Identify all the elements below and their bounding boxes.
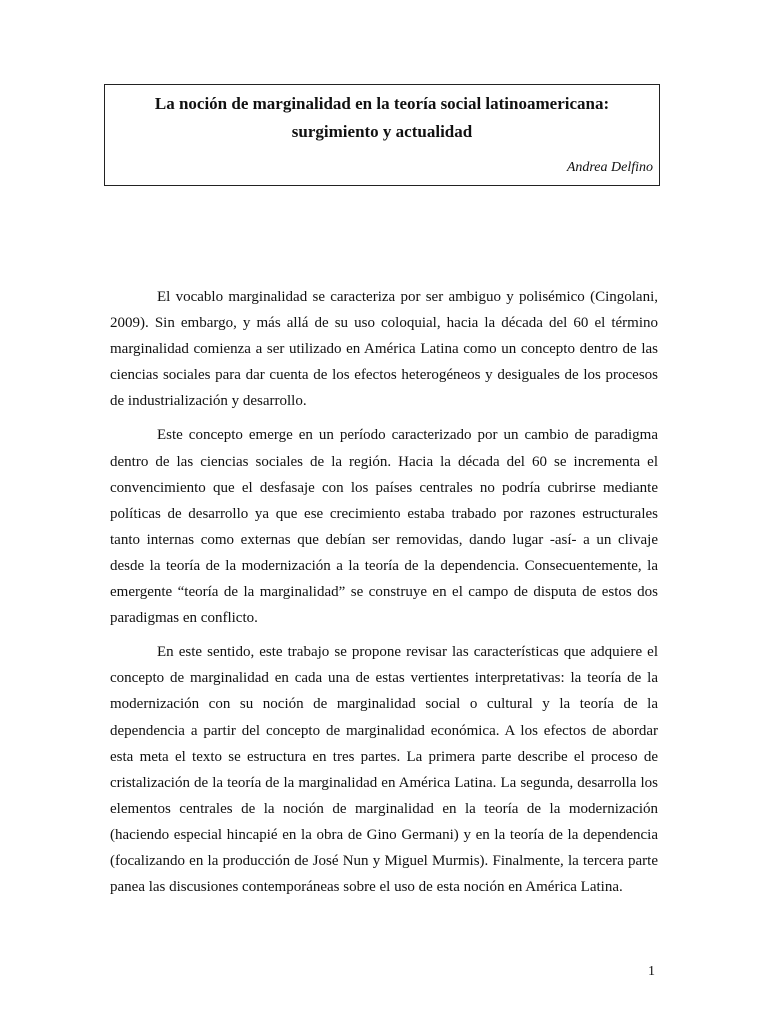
body-text: [110, 284, 658, 908]
page-number: 1: [648, 964, 655, 979]
author-name: Andrea Delfino: [566, 160, 653, 175]
paragraph-3: En este sentido, este trabajo se propone revisar las características que adquiere el concepto de marginalidad en cada una de estas vertientes interpretativas: la teoría de la modernización con su noción de marginalidad social o cultural y la teoría de la dependencia a partir del concepto de marginalidad económica. A los efectos de abordar esta meta el texto se estructura en tres partes. La primera parte describe el proceso de cristalización de la teoría de la marginalidad en América Latina. La segunda, desarrolla los elementos centrales de la noción de marginalidad en la teoría de la modernización (haciendo especial hincapié en la obra de Gino Germani) y en la teoría de la dependencia (focalizando en la producción de José Nun y Miguel Murmis). Finalmente, la tercera parte panea las discusiones contemporáneas sobre el uso de esta noción en América Latina.: [110, 644, 658, 896]
title-box: [104, 84, 660, 186]
document-title-line-1: La noción de marginalidad en la teoría social latinoamericana:: [154, 94, 610, 113]
paragraph-2: Este concepto emerge en un período caracterizado por un cambio de paradigma dentro de las ciencias sociales de la región. Hacia la década del 60 se incrementa el convencimiento que el desfasaje con los países centrales no podría cubrirse mediante políticas de desarrollo ya que ese crecimiento estaba trabado por razones estructurales tanto internas como externas que debían ser removidas, dando lugar -así- a un clivaje desde la teoría de la modernización a la teoría de la dependencia. Consecuentemente, la emergente “teoría de la marginalidad” se construye en el campo de disputa de estos dos paradigmas en conflicto.: [110, 427, 658, 627]
document-title-line-2: surgimiento y actualidad: [291, 122, 473, 141]
paragraph-1: El vocablo marginalidad se caracteriza por ser ambiguo y polisémico (Cingolani, 2009). Sin embargo, y más allá de su uso coloquial, hacia la década del 60 el término marginalidad comienza a ser utilizado en América Latina como un concepto dentro de las ciencias sociales para dar cuenta de los efectos heterogéneos y desiguales de los procesos de industrialización y desarrollo.: [110, 289, 658, 410]
